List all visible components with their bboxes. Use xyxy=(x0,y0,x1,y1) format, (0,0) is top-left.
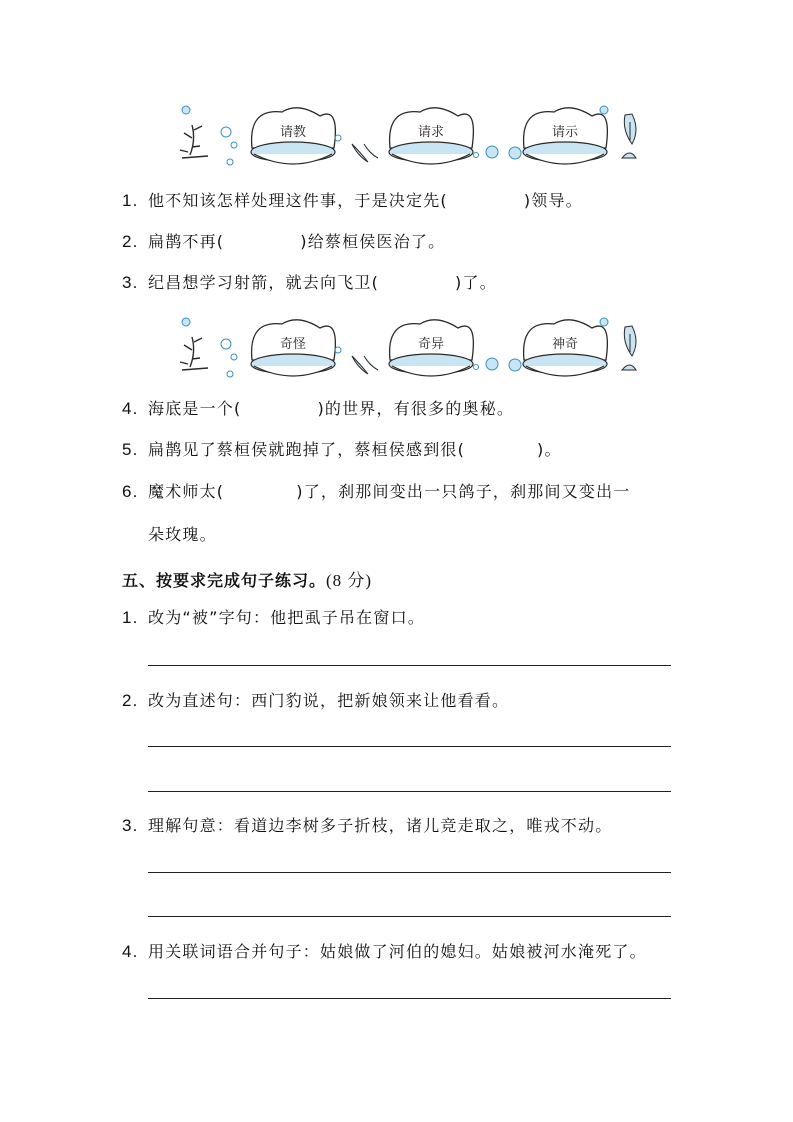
word-option: 请示 xyxy=(551,125,579,140)
word-option: 神奇 xyxy=(551,337,579,352)
seaweed-icon xyxy=(180,337,208,370)
exercise-item: 2. 改为直述句：西门豹说，把新娘领来让他看看。 xyxy=(122,691,510,710)
word-option: 请教 xyxy=(279,125,307,140)
bubble-icon xyxy=(227,371,233,377)
answer-line[interactable] xyxy=(148,998,671,999)
fill-blank-item: 1. 他不知该怎样处理这件事，于是决定先( )领导。 xyxy=(122,191,583,210)
shell-2 xyxy=(389,108,473,164)
shell-3 xyxy=(523,320,607,376)
exercise-item: 1. 改为“被”字句：他把虱子吊在窗口。 xyxy=(122,608,425,627)
word-bank-banner-2 xyxy=(170,312,650,392)
fill-blank-item: 3. 纪昌想学习射箭，就去向飞卫( )了。 xyxy=(122,273,497,292)
fill-blank-item-continuation: 朵玫瑰。 xyxy=(148,525,217,544)
fin-icon xyxy=(352,356,378,374)
small-shell-icon xyxy=(622,365,636,370)
section-title: 五、按要求完成句子练习。(8 分) xyxy=(122,571,373,590)
fill-blank-item: 2. 扁鹊不再( )给蔡桓侯医治了。 xyxy=(122,232,446,251)
coral-icon xyxy=(624,114,636,144)
word-option: 奇异 xyxy=(417,337,445,352)
small-shell-icon xyxy=(622,153,636,158)
fill-blank-item: 4. 海底是一个( )的世界，有很多的奥秘。 xyxy=(122,399,515,418)
answer-line[interactable] xyxy=(148,916,671,917)
answer-line[interactable] xyxy=(148,791,671,792)
answer-line[interactable] xyxy=(148,665,671,666)
answer-line[interactable] xyxy=(148,746,671,747)
exercise-item: 3. 理解句意：看道边李树多子折枝，诸儿竞走取之，唯戎不动。 xyxy=(122,816,613,835)
bubble-icon xyxy=(221,127,231,137)
fill-blank-item: 6. 魔术师太( )了，刹那间变出一只鸽子，刹那间又变出一 xyxy=(122,482,631,501)
shell-2 xyxy=(389,320,473,376)
exercise-item: 4. 用关联词语合并句子：姑娘做了河伯的媳妇。姑娘被河水淹死了。 xyxy=(122,942,647,961)
shell-1 xyxy=(251,108,335,164)
bubble-icon xyxy=(227,159,233,165)
answer-line[interactable] xyxy=(148,872,671,873)
fin-icon xyxy=(352,144,378,162)
word-bank-banner-1 xyxy=(170,100,650,180)
bubble-icon xyxy=(231,142,237,148)
shell-illustration-2 xyxy=(170,312,650,392)
bubble-icon xyxy=(231,354,237,360)
word-option: 奇怪 xyxy=(279,337,307,352)
bubble-icon xyxy=(182,106,190,114)
shell-illustration-1 xyxy=(170,100,650,180)
fill-blank-item: 5. 扁鹊见了蔡桓侯就跑掉了，蔡桓侯感到很( )。 xyxy=(122,440,562,459)
bubble-icon xyxy=(182,318,190,326)
shell-1 xyxy=(251,320,335,376)
coral-icon xyxy=(624,326,636,356)
bubble-icon xyxy=(221,339,231,349)
seaweed-icon xyxy=(180,125,208,158)
shell-3 xyxy=(523,108,607,164)
word-option: 请求 xyxy=(417,125,445,140)
